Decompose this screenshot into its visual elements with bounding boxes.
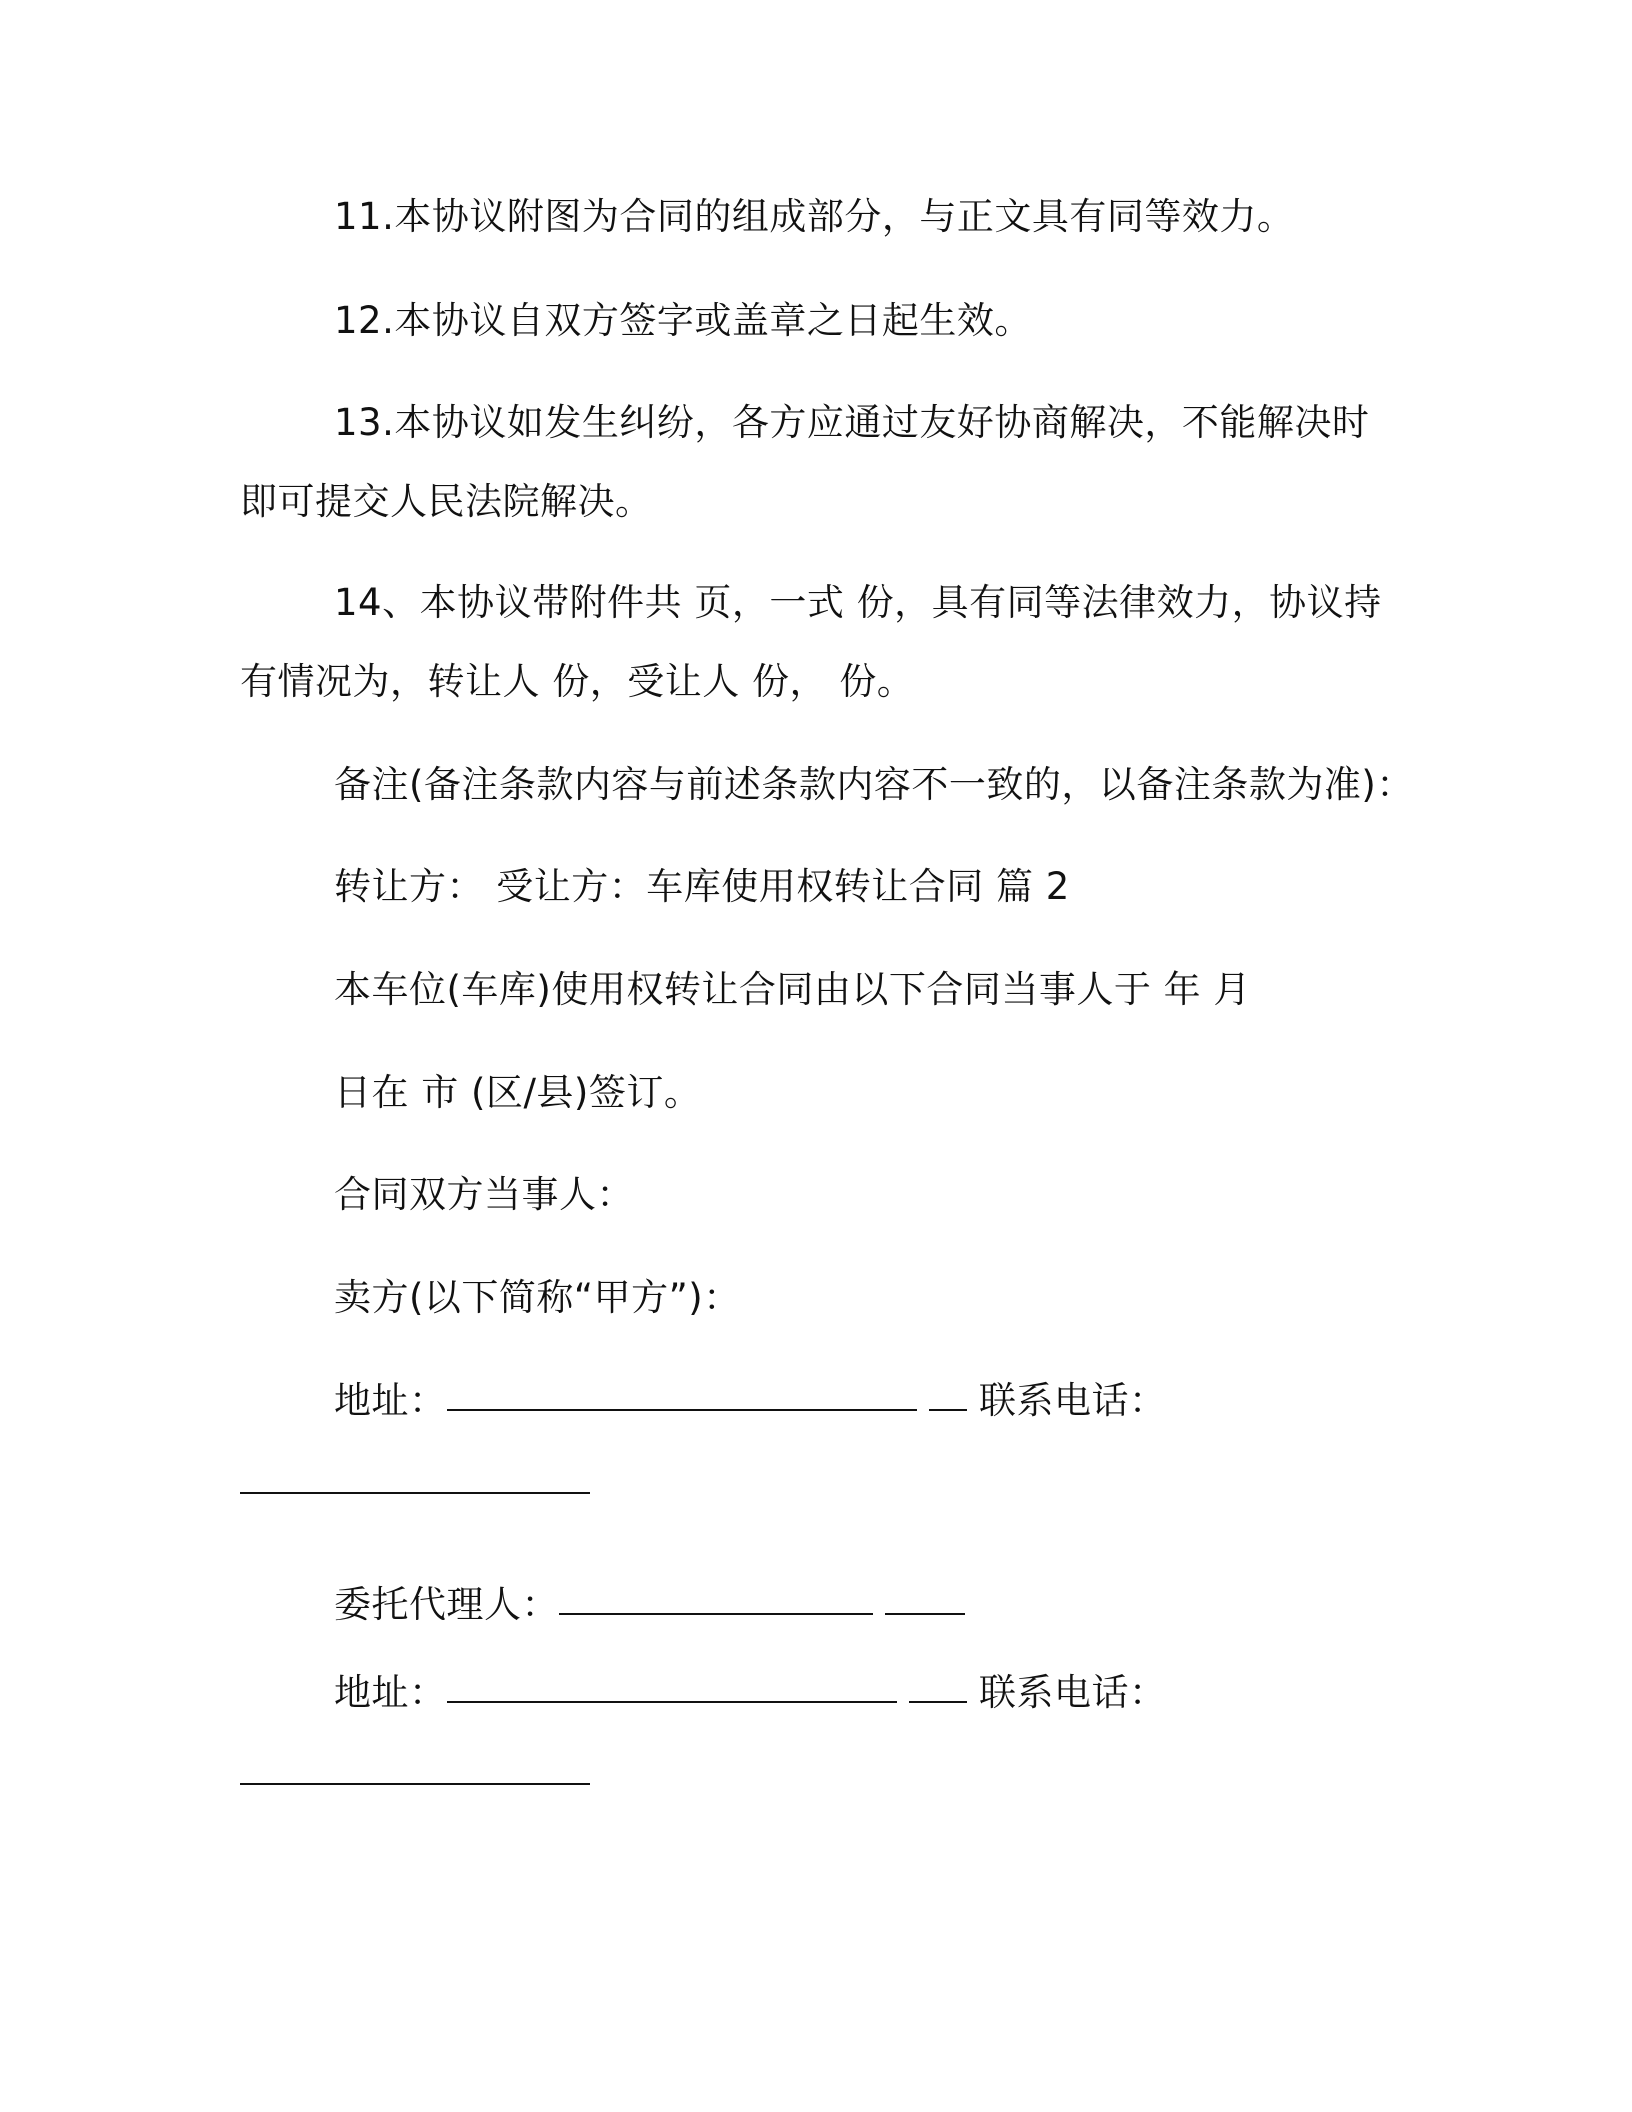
agent-address-line [334, 1668, 1167, 1718]
clause-14-line-1: 14、本协议带附件共 页，一式 份，具有同等法律效力，协议持 [334, 581, 1382, 624]
address-blank-2-tail [909, 1701, 967, 1703]
seller-line: 卖方(以下简称“甲方”)： [334, 1276, 741, 1319]
address-blank-2 [447, 1701, 897, 1703]
address-label: 地址： [334, 1379, 447, 1422]
agent-line [334, 1580, 965, 1630]
seller-address-line [334, 1376, 1167, 1426]
address-label-2: 地址： [334, 1671, 447, 1714]
contract-intro-line: 本车位(车库)使用权转让合同由以下合同当事人于 年 月 [334, 968, 1251, 1011]
both-parties-heading: 合同双方当事人： [334, 1173, 634, 1216]
seller-phone-blank [240, 1492, 590, 1494]
agent-phone-blank [240, 1783, 590, 1785]
clause-11: 11.本协议附图为合同的组成部分，与正文具有同等效力。 [334, 195, 1295, 238]
remark-line: 备注(备注条款内容与前述条款内容不一致的，以备注条款为准)： [334, 763, 1414, 806]
parties-sign-line: 转让方： 受让方：车库使用权转让合同 篇 2 [334, 865, 1070, 908]
phone-label: 联系电话： [979, 1379, 1167, 1422]
agent-blank [559, 1613, 873, 1615]
agent-label: 委托代理人： [334, 1583, 559, 1626]
address-blank [447, 1409, 917, 1411]
address-blank-tail [929, 1409, 967, 1411]
contract-place-line: 日在 市 (区/县)签订。 [334, 1071, 702, 1114]
phone-label-2: 联系电话： [979, 1671, 1167, 1714]
clause-13-line-2: 即可提交人民法院解决。 [240, 480, 653, 523]
clause-12: 12.本协议自双方签字或盖章之日起生效。 [334, 299, 1032, 342]
clause-13-line-1: 13.本协议如发生纠纷，各方应通过友好协商解决，不能解决时 [334, 401, 1370, 444]
clause-14-line-2: 有情况为，转让人 份，受让人 份， 份。 [240, 660, 915, 703]
agent-blank-tail [885, 1613, 965, 1615]
